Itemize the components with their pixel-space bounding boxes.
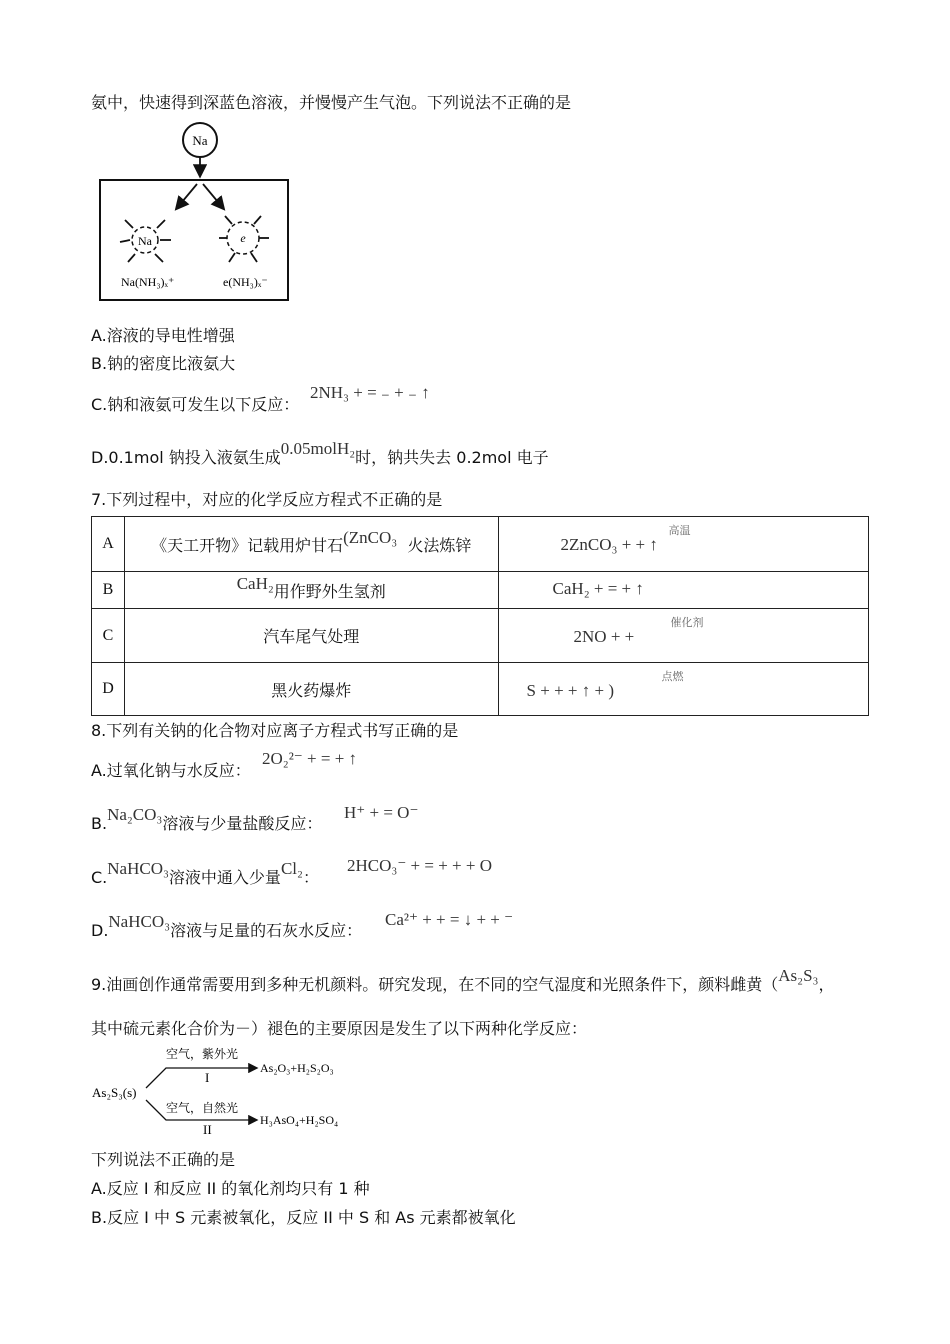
q9-line2: 其中硫元素化合价为－）褪色的主要原因是发生了以下两种化学反应： (91, 1019, 588, 1038)
q6-d-value: 0.05molH₂ (280, 439, 356, 458)
equation-text: 2ZnCO₃ + + ↑ (560, 535, 658, 554)
desc-formula: CaH₂ (236, 573, 274, 593)
row-label: B (92, 572, 125, 609)
q6-d-post: 时，钠共失去 0.2mol 电子 (355, 448, 549, 467)
r1-number: I (205, 1070, 210, 1085)
row-description: 汽车尾气处理 (124, 609, 498, 663)
q8-c-mid: 溶液中通入少量 (168, 868, 281, 887)
q6-option-a: A.溶液的导电性增强 (91, 326, 235, 345)
na-cluster-label: Na (138, 234, 152, 248)
q9-ask: 下列说法不正确的是 (91, 1150, 236, 1169)
row-description (124, 572, 498, 609)
q8-b-formula: Na₂CO₃ (107, 805, 163, 824)
q9-stem-end: ， (818, 975, 835, 994)
table-row (92, 663, 869, 716)
q8-stem: 8.下列有关钠的化合物对应离子方程式书写正确的是 (91, 721, 459, 740)
table-row (92, 517, 869, 572)
q6-option-c: C.钠和液氨可发生以下反应： (91, 395, 300, 414)
q8-b-post: 溶液与少量盐酸反应： (162, 814, 323, 833)
table-row (92, 572, 869, 609)
q9-stem-formula: As₂S₃ (778, 966, 819, 985)
q8-b-pre: B. (91, 814, 108, 833)
reaction-condition: 催化剂 (670, 617, 704, 629)
desc-text-post: 用作野外生氢剂 (273, 581, 386, 601)
q8-option-a: A.过氧化钠与水反应： (91, 761, 251, 780)
q8-d-formula: NaHCO₃ (108, 912, 171, 931)
q8-d-equation: Ca²⁺ + + = ↓ + + ⁻ (385, 910, 514, 929)
q8-c-pre: C. (91, 868, 108, 887)
equation-text: S + + + ↑ + ) (526, 681, 614, 700)
q9-option-b: B.反应 I 中 S 元素被氧化，反应 II 中 S 和 As 元素都被氧化 (91, 1208, 516, 1227)
equation-text: CaH₂ + = + ↑ (552, 579, 644, 598)
equation-text: 2NO + + (573, 627, 635, 646)
row-equation (498, 663, 868, 716)
right-caption: e(NH₃)ₓ⁻ (223, 275, 268, 289)
q7-table (91, 516, 869, 716)
q8-d-pre: D. (91, 921, 109, 940)
row-equation (498, 517, 868, 572)
q8-c-formula2: Cl₂ (280, 859, 303, 878)
intro-text: 氨中，快速得到深蓝色溶液，并慢慢产生气泡。下列说法不正确的是 (91, 93, 572, 112)
reactant-label: As₂S₃(s) (92, 1085, 137, 1100)
reaction-arrow-1 (146, 1068, 256, 1088)
q7-stem: 7.下列过程中，对应的化学反应方程式不正确的是 (91, 490, 443, 509)
q6-option-d (91, 439, 549, 468)
q8-option-c (91, 859, 319, 888)
q9-stem-text: 9.油画创作通常需要用到多种无机颜料。研究发现，在不同的空气湿度和光照条件下，颜料雌黄（ (91, 975, 779, 994)
row-equation (498, 609, 868, 663)
q8-b-equation: H⁺ + = O⁻ (344, 803, 419, 822)
row-label: D (92, 663, 125, 716)
electron-cluster-label: e (240, 231, 246, 245)
left-caption: Na(NH₃)ₓ⁺ (121, 275, 175, 289)
reaction-condition: 高温 (668, 525, 691, 537)
reaction-condition: 点燃 (661, 671, 684, 683)
row-label: C (92, 609, 125, 663)
table-row (92, 609, 869, 663)
r1-products: As₂O₃+H₂S₂O₃ (260, 1061, 334, 1075)
row-description: 黑火药爆炸 (124, 663, 498, 716)
q9-stem (91, 966, 835, 995)
q8-c-post: ： (302, 868, 319, 887)
r2-products: H₃AsO₄+H₂SO₄ (260, 1113, 339, 1127)
q6-c-equation: 2NH₃ + = ₋ + ₋ ↑ (310, 383, 430, 402)
q9-option-a: A.反应 I 和反应 II 的氧化剂均只有 1 种 (91, 1179, 370, 1198)
na-top-label: Na (192, 133, 208, 148)
row-equation (498, 572, 868, 609)
r2-condition: 空气，自然光 (166, 1101, 239, 1115)
figure-frame (99, 179, 289, 301)
q8-c-equation: 2HCO₃⁻ + = + + + O (347, 856, 493, 875)
row-label: A (92, 517, 125, 572)
q8-d-post: 溶液与足量的石灰水反应： (170, 921, 363, 940)
q8-option-b (91, 805, 323, 834)
q8-option-d (91, 912, 363, 941)
q6-d-pre: D.0.1mol 钠投入液氨生成 (91, 448, 281, 467)
r1-condition: 空气，紫外光 (166, 1047, 239, 1061)
desc-text: 《天工开物》记载用炉甘石 (151, 535, 344, 555)
desc-text-post: 火法炼锌 (407, 535, 472, 555)
row-description (124, 517, 498, 572)
q8-c-formula: NaHCO₃ (107, 859, 169, 878)
reaction-scheme (88, 1042, 378, 1137)
r2-number: II (203, 1122, 212, 1137)
desc-formula: (ZnCO₃ (343, 527, 398, 547)
q8-a-equation: 2O₂²⁻ + = + ↑ (262, 749, 358, 768)
q6-option-b: B.钠的密度比液氨大 (91, 354, 236, 373)
